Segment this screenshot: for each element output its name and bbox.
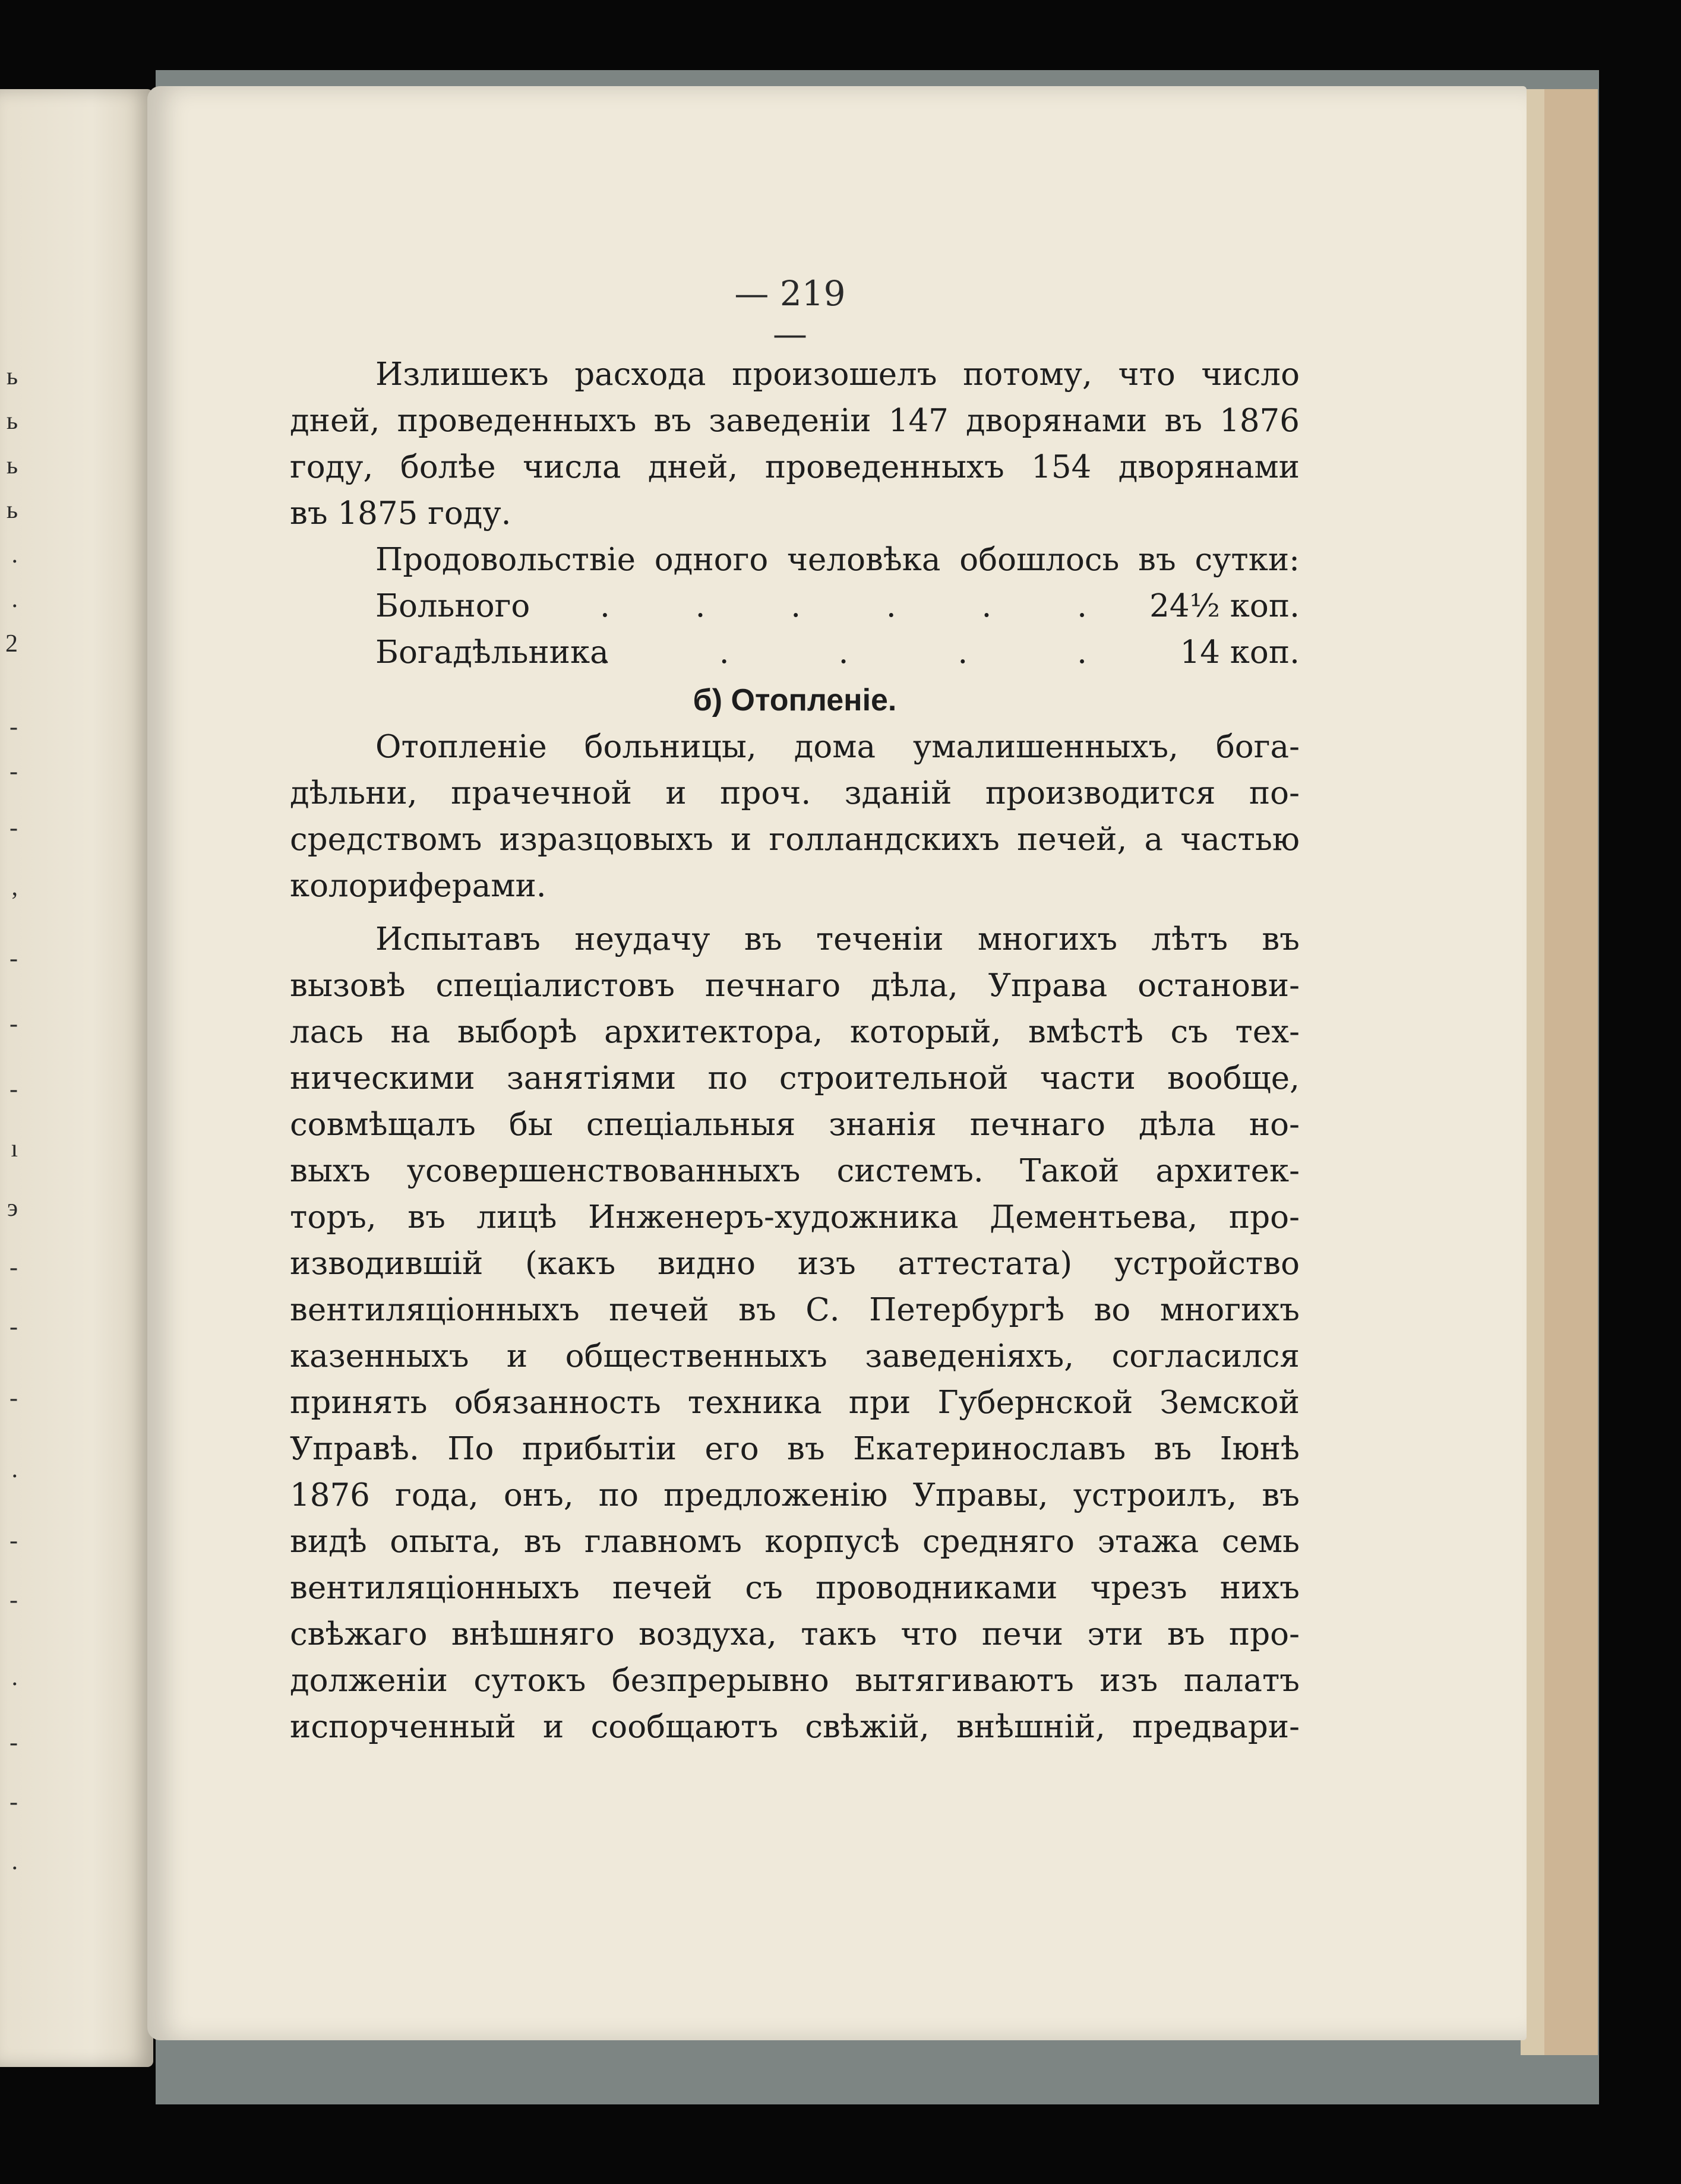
text-line: долженіи сутокъ безпрерывно вытягиваютъ изъ палатъ (290, 1663, 1300, 1699)
margin-char: ь (6, 363, 18, 390)
text-line: казенныхъ и общественныхъ заведеніяхъ, согласился (290, 1338, 1300, 1374)
text-line: дней, проведенныхъ въ заведеніи 147 дворянами въ 1876 (290, 403, 1300, 439)
text-line: Испытавъ неудачу въ теченіи многихъ лѣтъ въ (375, 921, 1300, 957)
text-line: средствомъ изразцовыхъ и голландскихъ печей, а частью (290, 821, 1300, 858)
text-line: выхъ усовершенствованныхъ системъ. Такой архитек- (290, 1153, 1300, 1189)
margin-char: . (11, 541, 18, 568)
margin-char: - (10, 1729, 18, 1756)
margin-char: . (11, 1456, 18, 1483)
margin-char: - (10, 945, 18, 972)
text-line: свѣжаго внѣшняго воздуха, такъ что печи эти въ про- (290, 1616, 1300, 1652)
margin-char: 2 (5, 630, 18, 658)
text-line: видѣ опыта, въ главномъ корпусѣ средняго этажа семь (290, 1524, 1300, 1560)
margin-char: ь (6, 497, 18, 524)
ration-leader-dots: . . . . . . (600, 588, 1087, 624)
text-line: году, болѣе числа дней, проведенныхъ 154 дворянами (290, 449, 1300, 485)
margin-char: - (10, 1586, 18, 1614)
text-line: вентиляціонныхъ печей въ С. Петербургѣ во многихъ (290, 1292, 1300, 1328)
margin-char: ı (11, 1135, 18, 1162)
ration-value-sick: 24½ коп. (1149, 588, 1300, 624)
text-line: принять обязанность техника при Губернской Земской (290, 1385, 1300, 1421)
margin-char: - (10, 758, 18, 785)
margin-char: . (11, 1664, 18, 1691)
margin-char: э (7, 1194, 18, 1222)
left-facing-page (0, 89, 153, 2067)
margin-char: - (10, 1010, 18, 1038)
text-line: изводившій (какъ видно изъ аттестата) устройство (290, 1246, 1300, 1282)
page-number: — 219 — (734, 273, 846, 354)
text-line: колориферами. (290, 868, 546, 904)
ration-label-almshouse: Богадѣльника (375, 634, 609, 671)
margin-char: - (10, 1254, 18, 1281)
text-line: Излишекъ расхода произошелъ потому, что число (375, 356, 1300, 393)
text-line: Продовольствіе одного человѣка обошлось въ сутки: (375, 542, 1300, 578)
text-line: совмѣщалъ бы спеціальныя знанія печнаго дѣла но- (290, 1107, 1300, 1143)
margin-char: ь (6, 452, 18, 479)
text-line: торъ, въ лицѣ Инженеръ-художника Дементьева, про- (290, 1199, 1300, 1235)
margin-char: - (10, 713, 18, 741)
margin-char: . (11, 1848, 18, 1875)
ration-value-almshouse: 14 коп. (1180, 634, 1300, 671)
text-line: 1876 года, онъ, по предложенію Управы, устроилъ, въ (290, 1477, 1300, 1513)
text-line: въ 1875 году. (290, 495, 511, 532)
margin-char: . (11, 586, 18, 613)
text-line: Управѣ. По прибытіи его въ Екатеринославъ въ Іюнѣ (290, 1431, 1300, 1467)
margin-char: - (10, 1385, 18, 1412)
text-line: дѣльни, прачечной и проч. зданій производится по- (290, 775, 1300, 811)
margin-char: - (10, 814, 18, 842)
text-line: Отопленіе больницы, дома умалишенныхъ, бога- (375, 729, 1300, 765)
text-line: вызовѣ спеціалистовъ печнаго дѣла, Управа останови- (290, 968, 1300, 1004)
ration-leader-dots: . . . . . (600, 634, 1087, 671)
section-heading: б) Отопленіе. (693, 683, 897, 718)
ration-label-sick: Больного (375, 588, 530, 624)
text-line: испорченный и сообщаютъ свѣжій, внѣшній, предвари- (290, 1709, 1300, 1745)
margin-char: , (11, 874, 18, 901)
margin-char: - (10, 1788, 18, 1816)
text-line: лась на выборѣ архитектора, который, вмѣстѣ съ тех- (290, 1014, 1300, 1050)
text-line: ническими занятіями по строительной части вообще, (290, 1060, 1300, 1096)
margin-char: - (10, 1527, 18, 1554)
margin-char: - (10, 1313, 18, 1341)
margin-char: ь (6, 407, 18, 435)
text-line: вентиляціонныхъ печей съ проводниками чрезъ нихъ (290, 1570, 1300, 1606)
margin-char: - (10, 1076, 18, 1103)
